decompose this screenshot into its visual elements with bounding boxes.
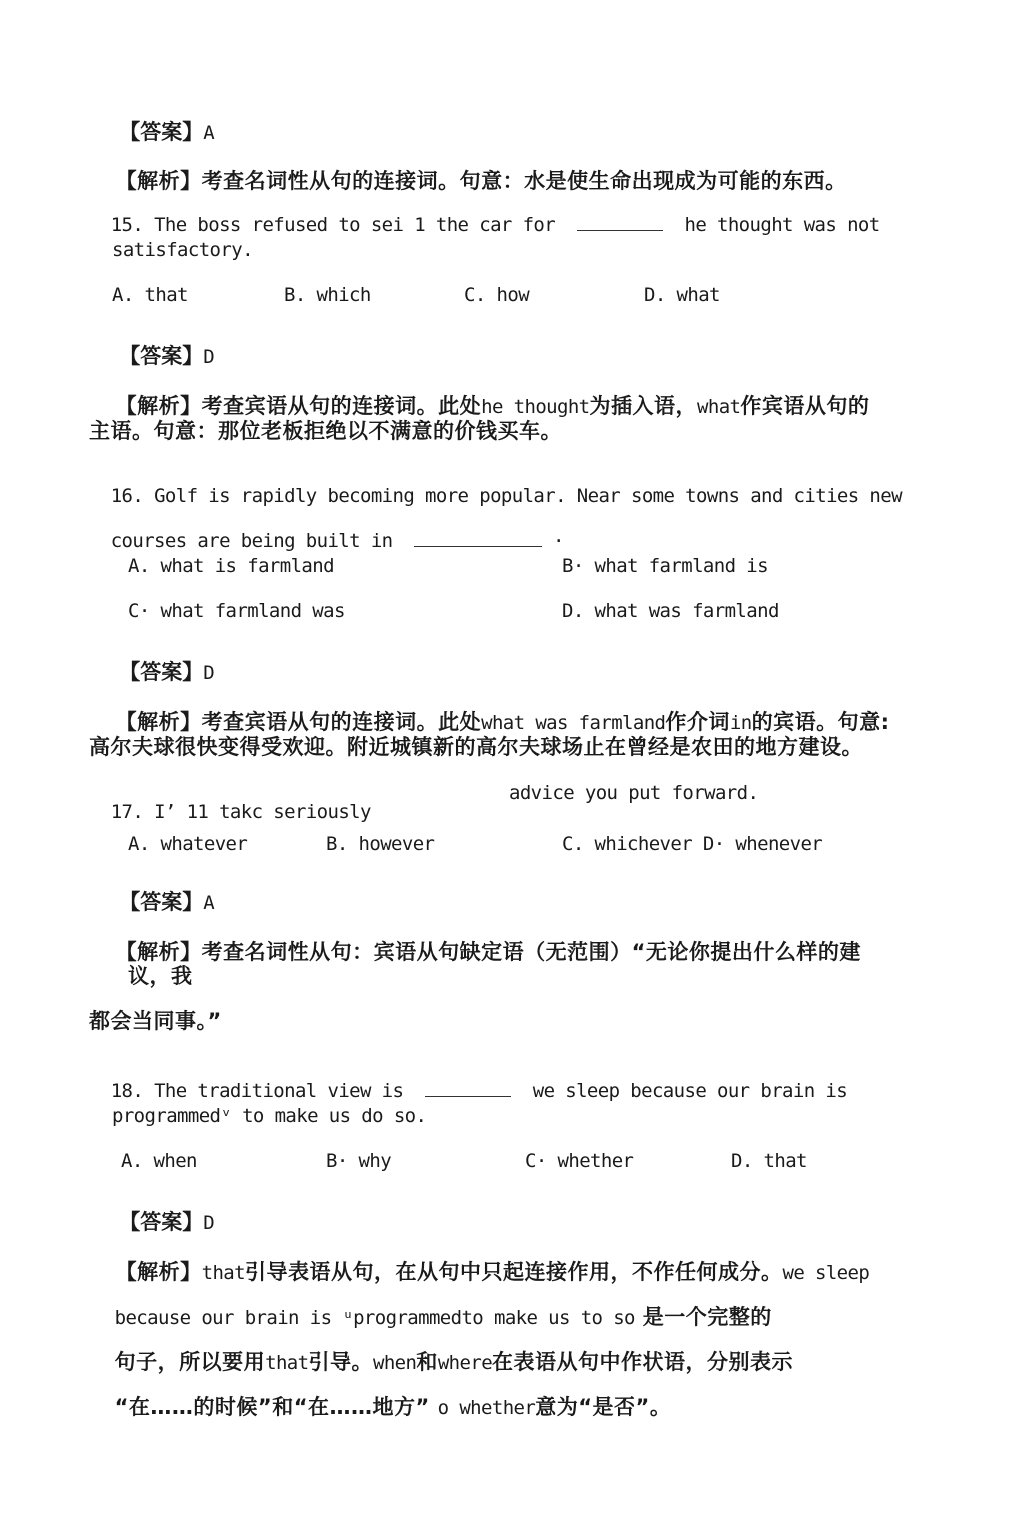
- answer-blank: [414, 546, 542, 547]
- q17-stem-tail: advice you put forward.: [509, 782, 759, 804]
- q15-answer: 【答案】D: [119, 344, 215, 368]
- q18-stem-line1: 18. The traditional view is we sleep because our brain is: [110, 1080, 848, 1102]
- prev-answer: [100, 106, 215, 143]
- q15-option-a: A. that: [112, 284, 188, 306]
- q18-option-b: B· why: [326, 1150, 392, 1172]
- question-number: 15.: [110, 214, 144, 236]
- analysis-text: 考查名词性从句的连接词。句意：水是使生命出现成为可能的东西。: [201, 169, 847, 193]
- q18-analysis-line2: because our brain is ᵘprogrammedto make us to so 是一个完整的: [114, 1305, 772, 1329]
- q16-analysis-line2: 高尔夫球很快变得受欢迎。附近城镇新的高尔夫球场止在曾经是农田的地方建设。: [89, 735, 863, 759]
- q15-stem-line1: 15. The boss refused to sei 1 the car for he thought was not: [110, 214, 880, 236]
- q16-option-a: A. what is farmland: [128, 555, 334, 577]
- q18-answer: 【答案】D: [119, 1210, 215, 1234]
- answer-tag: 【答案】: [119, 120, 204, 144]
- analysis-tag: 【解析】: [115, 169, 202, 193]
- q18-option-d: D. that: [731, 1150, 807, 1172]
- q15-option-b: B. which: [284, 284, 371, 306]
- q17-option-a: A. whatever: [128, 833, 248, 855]
- q16-stem-line1: 16. Golf is rapidly becoming more popular. Near some towns and cities new: [110, 485, 902, 507]
- answer-letter: A: [203, 122, 215, 144]
- answer-blank: [425, 1096, 511, 1097]
- q15-option-d: D. what: [644, 284, 720, 306]
- prev-analysis: [100, 150, 847, 192]
- q15-option-c: C. how: [464, 284, 530, 306]
- q18-stem-line2: programmedᵛ to make us do so.: [112, 1105, 427, 1127]
- q18-option-c: C· whether: [525, 1150, 634, 1172]
- q16-stem-line2: courses are being built in ·: [110, 530, 564, 552]
- q17-analysis-line1: 【解析】考查名词性从句：宾语从句缺定语（无范围）“无论你提出什么样的建: [115, 940, 861, 964]
- q18-option-a: A. when: [121, 1150, 197, 1172]
- q16-analysis-line1: 【解析】考查宾语从句的连接词。此处what was farmland作介词in的宾语。句意:: [115, 710, 890, 734]
- q17-analysis-line2: 议，我: [128, 964, 193, 988]
- q18-analysis-line1: 【解析】that引导表语从句，在从句中只起连接作用，不作任何成分。we sleep: [115, 1260, 870, 1284]
- q17-option-b: B. however: [326, 833, 435, 855]
- q16-option-d: D. what was farmland: [562, 600, 779, 622]
- q17-answer: 【答案】A: [119, 890, 215, 914]
- q16-answer: 【答案】D: [119, 660, 215, 684]
- q17-option-cd: C. whichever D· whenever: [562, 833, 823, 855]
- q16-option-b: B· what farmland is: [562, 555, 768, 577]
- q18-analysis-line3: 句子，所以要用that引导。when和where在表语从句中作状语，分别表示: [114, 1350, 794, 1374]
- q17-analysis-line3: 都会当同事。”: [89, 1009, 222, 1033]
- q16-option-c: C· what farmland was: [128, 600, 345, 622]
- answer-blank: [577, 230, 663, 231]
- q17-stem: 17. I’ 11 takc seriously: [110, 801, 371, 823]
- q15-analysis-line1: 【解析】考查宾语从句的连接词。此处he thought为插入语，what作宾语从句的: [115, 394, 870, 418]
- q18-analysis-line4: “在……的时候”和“在……地方” o whether意为“是否”。: [114, 1395, 672, 1419]
- q15-stem-line2: satisfactory.: [112, 239, 253, 261]
- q15-analysis-line2: 主语。句意：那位老板拒绝以不满意的价钱买车。: [89, 419, 562, 443]
